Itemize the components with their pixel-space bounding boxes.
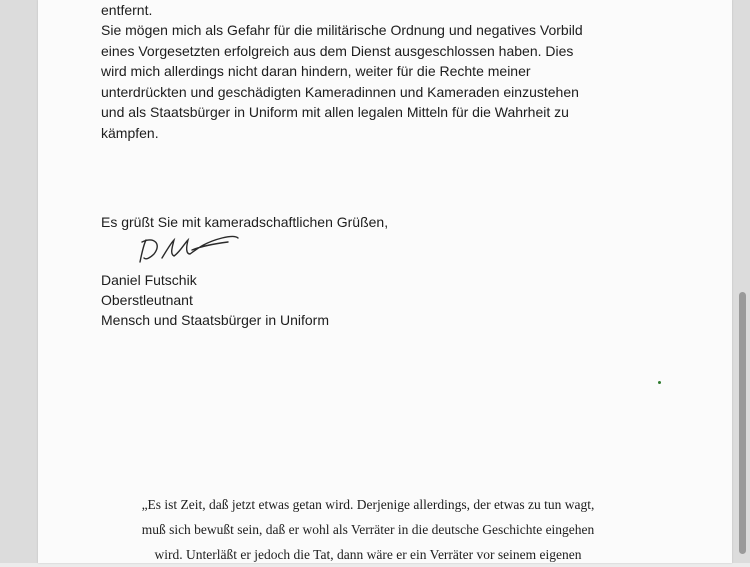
paragraph-line: wird mich allerdings nicht daran hindern, weiter für die Rechte meiner xyxy=(101,63,531,79)
document-page xyxy=(38,0,732,563)
paragraph-line: kämpfen. xyxy=(101,124,159,141)
scan-speck xyxy=(658,381,661,384)
sender-title: Mensch und Staatsbürger in Uniform xyxy=(101,312,329,328)
paragraph-line: unterdrückten und geschädigten Kameradinnen und Kameraden einzustehen xyxy=(101,83,579,100)
scroll-thumb[interactable] xyxy=(739,292,746,554)
letter-greeting: Es grüßt Sie mit kameradschaftlichen Grüßen, xyxy=(101,214,389,230)
sender-rank: Oberstleutnant xyxy=(101,292,193,308)
vertical-scrollbar[interactable] xyxy=(738,0,748,563)
handwritten-signature xyxy=(132,228,242,268)
paragraph-line: und als Staatsbürger in Uniform mit allen legalen Mitteln für die Wahrheit zu xyxy=(101,104,569,120)
letter-paragraph xyxy=(101,20,631,143)
text-line-entfernt: entfernt. xyxy=(101,2,153,18)
quote-line: muß sich bewußt sein, daß er wohl als Verräter in die deutsche Geschichte eingehen xyxy=(141,522,595,537)
quote-line: wird. Unterläßt er jedoch die Tat, dann wäre er ein Verräter vor seinem eigenen xyxy=(154,547,582,562)
paragraph-line: eines Vorgesetzten erfolgreich aus dem Dienst ausgeschlossen haben. Dies xyxy=(101,42,574,59)
sender-name: Daniel Futschik xyxy=(101,272,197,288)
quote-block xyxy=(98,492,638,567)
paragraph-line: Sie mögen mich als Gefahr für die militärische Ordnung und negatives Vorbild xyxy=(101,22,583,38)
quote-line: „Es ist Zeit, daß jetzt etwas getan wird. Derjenige allerdings, der etwas zu tun wagt, xyxy=(141,497,595,512)
